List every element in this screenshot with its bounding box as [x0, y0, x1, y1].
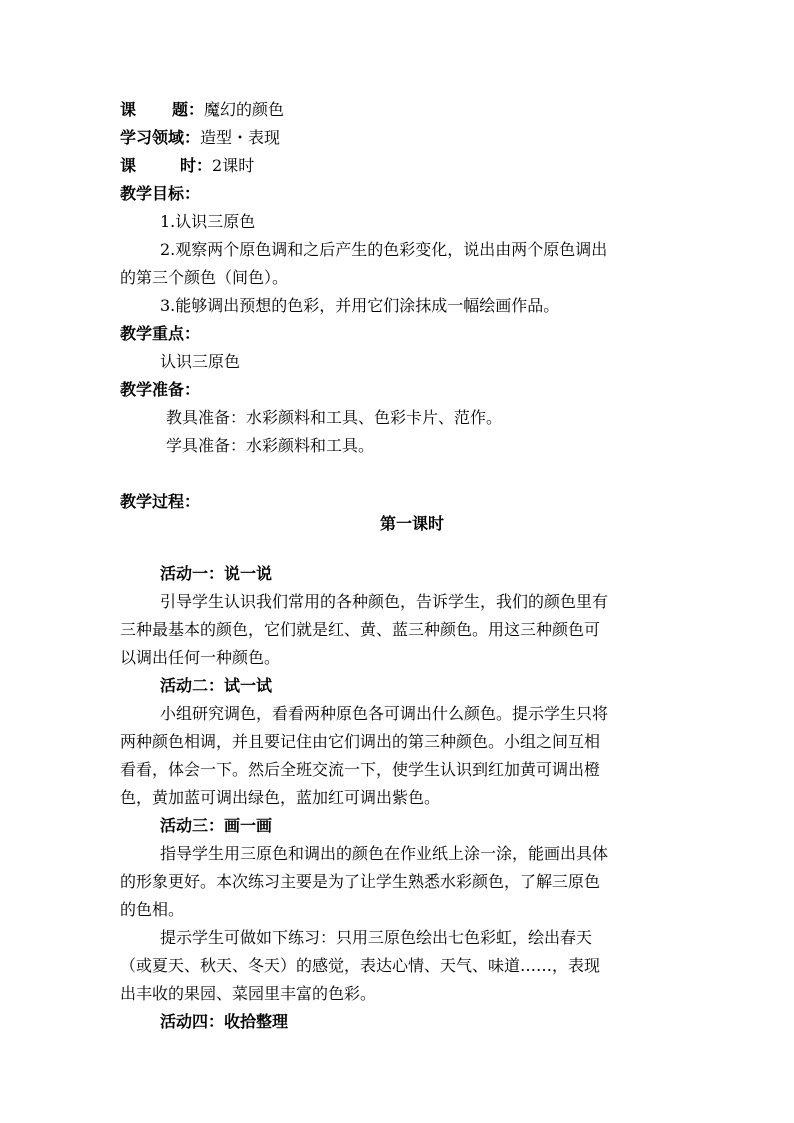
objective-item: 2.观察两个原色调和之后产生的色彩变化，说出由两个原色调出 [160, 240, 608, 259]
activity3-line: 的色相。 [120, 900, 185, 919]
activity3-line: 指导学生用三原色和调出的颜色在作业纸上涂一涂，能画出具体 [160, 844, 609, 863]
activity4-title: 活动四：收拾整理 [160, 1012, 289, 1031]
activity1-line: 三种最基本的颜色，它们就是红、黄、蓝三种颜色。用这三种颜色可 [120, 620, 601, 639]
teacher-preparation: 教具准备：水彩颜料和工具、色彩卡片、范作。 [166, 408, 503, 427]
hours-label-a: 课 [120, 156, 137, 175]
activity2-line: 看看，体会一下。然后全班交流一下，使学生认识到红加黄可调出橙 [120, 760, 601, 779]
hours-label-b: 时： [180, 156, 213, 175]
process-heading: 教学过程： [120, 492, 201, 511]
objective-item-continuation: 的第三个颜色（间色）。 [120, 268, 289, 287]
topic-row [120, 96, 284, 124]
lesson-title: 第一课时 [380, 514, 445, 533]
topic-value: 魔幻的颜色 [204, 100, 285, 119]
activity1-title: 活动一：说一说 [160, 564, 273, 583]
activity2-title: 活动二：试一试 [160, 676, 273, 695]
domain-value: 造型・表现 [200, 128, 281, 147]
activity2-line: 小组研究调色，看看两种原色各可调出什么颜色。提示学生只将 [160, 704, 609, 723]
domain-label: 学习领域： [120, 128, 201, 147]
hours-value: 2课时 [212, 156, 255, 175]
domain-row [120, 124, 280, 152]
objectives-heading: 教学目标： [120, 184, 201, 203]
activity3-line: 的形象更好。本次练习主要是为了让学生熟悉水彩颜色，了解三原色 [120, 872, 601, 891]
activity3-extra-line: （或夏天、秋天、冬天）的感觉，表达心情、天气、味道……，表现 [120, 956, 601, 975]
topic-label-a: 课 [120, 100, 137, 119]
activity3-extra-line: 出丰收的果园、菜园里丰富的色彩。 [120, 984, 377, 1003]
key-point-text: 认识三原色 [160, 352, 241, 371]
activity3-title: 活动三：画一画 [160, 816, 273, 835]
preparation-heading: 教学准备： [120, 380, 201, 399]
activity1-line: 以调出任何一种颜色。 [120, 648, 281, 667]
objective-item: 3.能够调出预想的色彩，并用它们涂抹成一幅绘画作品。 [160, 296, 560, 315]
objective-item: 1.认识三原色 [160, 212, 256, 231]
student-preparation: 学具准备：水彩颜料和工具。 [166, 436, 375, 455]
key-point-heading: 教学重点： [120, 324, 201, 343]
topic-label-b: 题： [172, 100, 205, 119]
activity2-line: 两种颜色相调，并且要记住由它们调出的第三种颜色。小组之间互相 [120, 732, 601, 751]
hours-row [120, 152, 254, 180]
activity1-line: 引导学生认识我们常用的各种颜色，告诉学生，我们的颜色里有 [160, 592, 609, 611]
activity2-line: 色，黄加蓝可调出绿色，蓝加红可调出紫色。 [120, 788, 441, 807]
activity3-extra-line: 提示学生可做如下练习：只用三原色绘出七色彩虹，绘出春天 [160, 928, 593, 947]
